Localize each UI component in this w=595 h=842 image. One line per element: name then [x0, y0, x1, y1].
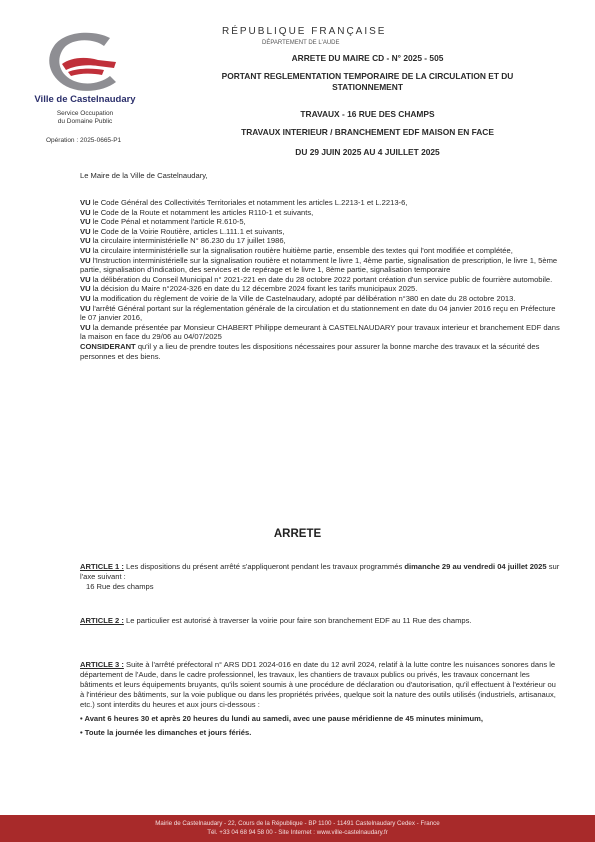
departement: DÉPARTEMENT DE L'AUDE: [262, 40, 340, 46]
article-3-bullet: • Toute la journée les dimanches et jours fériés.: [80, 728, 252, 737]
arrete-number: ARRETE DU MAIRE CD - N° 2025 - 505: [291, 53, 444, 63]
vu-item: VU la circulaire interministérielle sur la signalisation routière huitième partie, ensemble des textes qui l'ont modifiée et complétée,: [80, 245, 513, 255]
article-3-bullet: • Avant 6 heures 30 et après 20 heures du lundi au samedi, avec une pause méridienne de 45 minutes minimum,: [80, 714, 484, 723]
vu-item: VU la décision du Maire n°2024-326 en date du 12 décembre 2024 fixant les tarifs municipaux 2025.: [80, 284, 418, 294]
vu-item: VU la circulaire interministérielle N° 86.230 du 17 juillet 1986,: [80, 236, 286, 246]
title-line-2: STATIONNEMENT: [332, 82, 403, 92]
article-1-label: ARTICLE 1 :: [80, 562, 124, 571]
vu-item: VU la modification du règlement de voirie de la Ville de Castelnaudary, adopté par délibération n°380 en date du 28 octobre 2013.: [80, 293, 516, 303]
travaux-line: TRAVAUX - 16 RUE DES CHAMPS: [300, 109, 435, 119]
vu-item: VU le Code Général des Collectivités Territoriales et notamment les articles L.2213-1 et L.2213-6,: [80, 198, 408, 207]
considerant-item: CONSIDERANT qu'il y a lieu de prendre toutes les dispositions nécessaires pour assurer la bonne marche des travaux et la sécurité des personnes et des biens.: [80, 341, 540, 361]
service-line-1: Service Occupation: [56, 110, 114, 117]
castelnaudary-logo: [40, 28, 130, 96]
article-1-street: 16 Rue des champs: [86, 582, 154, 591]
article-2: ARTICLE 2 : Le particulier est autorisé à traverser la voirie pour faire son branchement EDF au 11 Rue des champs.: [80, 616, 472, 625]
article-3-label: ARTICLE 3 :: [80, 660, 124, 669]
service-line-2: du Domaine Public: [57, 118, 113, 125]
republique-francaise: RÉPUBLIQUE FRANÇAISE: [222, 26, 387, 37]
article-3: ARTICLE 3 : Suite à l'arrêté préfectoral n° ARS DD1 2024-016 en date du 12 avril 2024, relatif à la lutte contre les nuisances sonores dans le département de l'Aude, dans le cadre professionnel, les travaux, les chantiers de travaux publics ou privés, les travaux concernant les bâtiments et leurs équipements bruyants, qu'ils soient soumis à une procédure de déclaration ou d'autorisation, qu'il effectuent à l'extérieur ou à l'intérieur des bâtiments, sur la voie publique ou dans les propriétés privées, quelque soit la nature des outils utilisés (industriels, artisanaux, etc.) sont interdits du heures et aux jours ci-dessous : • Avant 6 heures 30 et après 20 heures du lundi au samedi, avec une pause méridienne de 45 minutes minimum, • Toute la journée les dimanches et jours fériés.: [80, 660, 562, 738]
title-line-1: PORTANT REGLEMENTATION TEMPORAIRE DE LA CIRCULATION ET DU: [221, 71, 514, 81]
vu-item: VU le Code Pénal et notamment l'article R.610-5,: [80, 217, 246, 227]
vu-item: VU l'Instruction interministérielle sur la signalisation routière et notamment le livre 1, 4ème partie, signalisation de prescription, le livre 1, 5ème partie, signalisation d'indication, des services et de repérage et le livre 1, 8ème partie, signalisation temporaire: [80, 255, 558, 275]
vu-item: VU le Code de la Voirie Routière, articles L.111.1 et suivants,: [80, 226, 285, 236]
vu-item: VU la demande présentée par Monsieur CHABERT Philippe demeurant à CASTELNAUDARY pour travaux interieur et branchement EDF dans la maison en face du 29/06 au 04/07/2025: [80, 322, 560, 342]
intro: Le Maire de la Ville de Castelnaudary,: [80, 171, 208, 180]
footer-address: Mairie de Castelnaudary - 22, Cours de la République - BP 1100 - 11491 Castelnaudary Cedex - France: [155, 820, 440, 827]
article-2-label: ARTICLE 2 :: [80, 616, 124, 625]
operation-number: Opération : 2025-0665-P1: [46, 137, 122, 144]
footer-contact: Tél. +33 04 68 94 58 00 - Site Internet : www.ville-castelnaudary.fr: [207, 829, 388, 836]
article-1-dates: dimanche 29 au vendredi 04 juillet 2025: [404, 562, 547, 571]
vu-item: VU l'arrêté Général portant sur la réglementation générale de la circulation et du stationnement en date du 04 janvier 2016 reçu en Préfecture le 07 janvier 2016,: [80, 303, 556, 323]
vu-item: VU la délibération du Conseil Municipal n° 2021-221 en date du 28 octobre 2022 portant création d'un service public de fourrière automobile.: [80, 274, 553, 284]
vu-item: VU le Code de la Route et notamment les articles R110-1 et suivants,: [80, 207, 314, 217]
travaux-detail-line: TRAVAUX INTERIEUR / BRANCHEMENT EDF MAISON EN FACE: [241, 127, 494, 137]
arrete-heading: ARRETE: [273, 528, 322, 540]
article-1: ARTICLE 1 : Les dispositions du présent arrêté s'appliqueront pendant les travaux programmés dimanche 29 au vendredi 04 juillet 2025 sur l'axe suivant : 16 Rue des champs: [80, 562, 562, 592]
vu-list: [80, 198, 562, 361]
date-range-line: DU 29 JUIN 2025 AU 4 JUILLET 2025: [295, 147, 440, 157]
logo-name: Ville de Castelnaudary: [34, 94, 136, 105]
footer: [0, 815, 595, 842]
logo-service: [40, 110, 130, 126]
